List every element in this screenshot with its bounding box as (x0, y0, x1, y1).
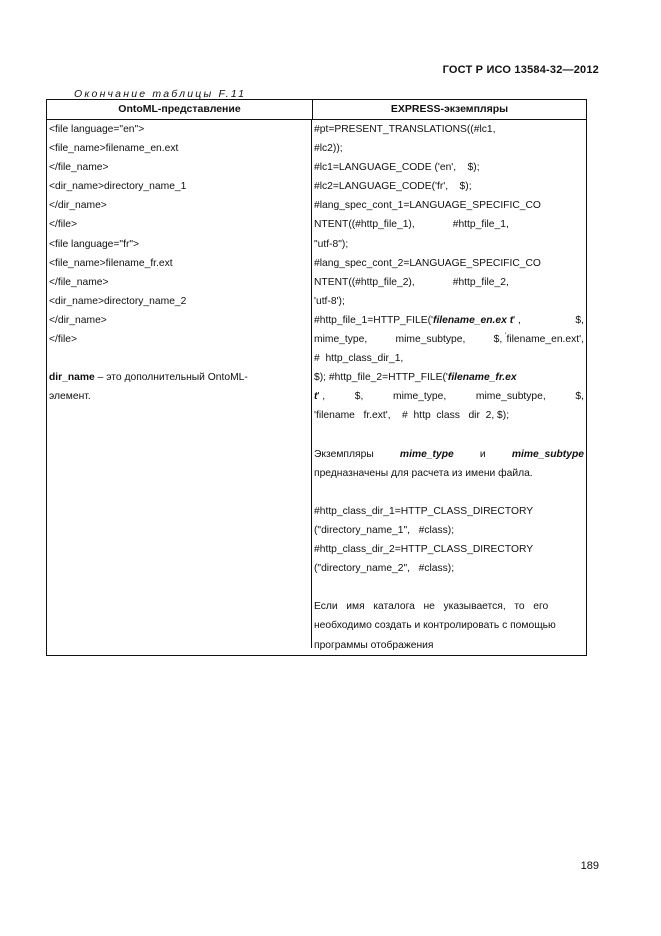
ontoml-line: <file_name>filename_fr.ext (49, 257, 173, 269)
express-token: #http_file_1=HTTP_FILE('filename_en.ex t' , (314, 314, 521, 326)
express-line (314, 387, 584, 406)
express-token: $, (575, 314, 584, 326)
mime-type-term: mime_type (399, 448, 454, 460)
express-line: 'filename fr.ext', # http class dir 2, $); (314, 410, 510, 422)
express-line: #pt=PRESENT_TRANSLATIONS((#lc1, (314, 124, 496, 135)
express-token: $, (354, 391, 364, 403)
express-token: NTENT((#http_file_2), (314, 276, 415, 288)
dir-name-note-text: – это дополнительный OntoML- (94, 372, 248, 384)
express-token: $, 'filename_en.ext', (493, 332, 584, 346)
express-token: #http_file_2, (452, 276, 509, 288)
ontoml-line: </file_name> (49, 276, 109, 288)
express-token: mime_subtype, (395, 334, 466, 346)
ontoml-line: </dir_name> (49, 200, 107, 212)
ontoml-line: </dir_name> (49, 314, 107, 326)
dir-name-note (49, 368, 308, 387)
spacer (314, 483, 584, 502)
ontoml-line: <file_name>filename_en.ext (49, 143, 179, 155)
express-line: $); #http_file_2=HTTP_FILE('filename_fr.ex (314, 372, 517, 384)
express-token: mime_type, (314, 334, 368, 346)
column-header-express: EXPRESS-экземпляры (390, 103, 509, 115)
directory-note-line3: программы отображения (314, 639, 434, 651)
ontoml-line: </file> (49, 334, 78, 346)
express-token: mime_subtype, (475, 391, 546, 403)
ontoml-line: <dir_name>directory_name_2 (49, 295, 187, 307)
ontoml-line: <file language="fr"> (49, 238, 140, 250)
data-table (46, 99, 587, 656)
directory-note-line1: Если имя каталога не указывается, то его (314, 601, 549, 613)
table-body-row (47, 120, 586, 655)
express-line: ("directory_name_2", #class); (314, 563, 455, 575)
express-line (314, 330, 584, 349)
dir-name-note-line2: элемент. (49, 391, 91, 403)
express-token: mime_type, (393, 391, 447, 403)
express-token: и (479, 448, 486, 460)
express-line: # http_class_dir_1, (314, 353, 404, 365)
mime-paragraph-line1 (314, 445, 584, 464)
express-token: NTENT((#http_file_1), (314, 219, 415, 231)
express-token: #http_file_1, (452, 219, 509, 231)
express-line: #lang_spec_cont_1=LANGUAGE_SPECIFIC_CO (314, 200, 541, 212)
express-line: "utf-8"); (314, 238, 349, 250)
ontoml-cell (47, 120, 312, 648)
ontoml-line: </file> (49, 219, 78, 231)
ontoml-line: </file_name> (49, 162, 109, 174)
express-token: $, (575, 391, 584, 403)
express-token: t' , (314, 391, 326, 403)
spacer (49, 349, 308, 368)
standard-header: ГОСТ Р ИСО 13584-32—2012 (442, 64, 599, 76)
express-line: #lang_spec_cont_2=LANGUAGE_SPECIFIC_CO (314, 257, 541, 269)
table-caption: Окончание таблицы F.11 (74, 88, 247, 100)
express-line (314, 215, 584, 234)
express-line: #lc1=LANGUAGE_CODE ('en', $); (314, 162, 480, 174)
spacer (314, 426, 584, 445)
directory-note-line2: необходимо создать и контролировать с помощью (314, 620, 556, 632)
table-header-row (47, 100, 586, 120)
mime-paragraph-line2: предназначены для расчета из имени файла. (314, 467, 533, 479)
express-line: #lc2)); (314, 143, 343, 155)
dir-name-term: dir_name (49, 372, 95, 384)
ontoml-line: <file language="en"> (49, 124, 145, 135)
express-line: #http_class_dir_1=HTTP_CLASS_DIRECTORY (314, 505, 534, 517)
express-line (314, 311, 584, 330)
ontoml-line: <dir_name>directory_name_1 (49, 181, 187, 193)
express-line: #http_class_dir_2=HTTP_CLASS_DIRECTORY (314, 544, 534, 556)
spacer (314, 578, 584, 597)
page-number: 189 (580, 860, 599, 872)
mime-subtype-term: mime_subtype (511, 448, 584, 460)
express-line (314, 273, 584, 292)
express-line: 'utf-8'); (314, 295, 345, 307)
column-header-ontoml: OntoML-представление (47, 100, 313, 119)
express-line: ("directory_name_1", #class); (314, 524, 455, 536)
express-cell (312, 120, 586, 655)
express-token: Экземпляры (314, 448, 374, 460)
express-line: #lc2=LANGUAGE_CODE('fr', $); (314, 181, 472, 193)
